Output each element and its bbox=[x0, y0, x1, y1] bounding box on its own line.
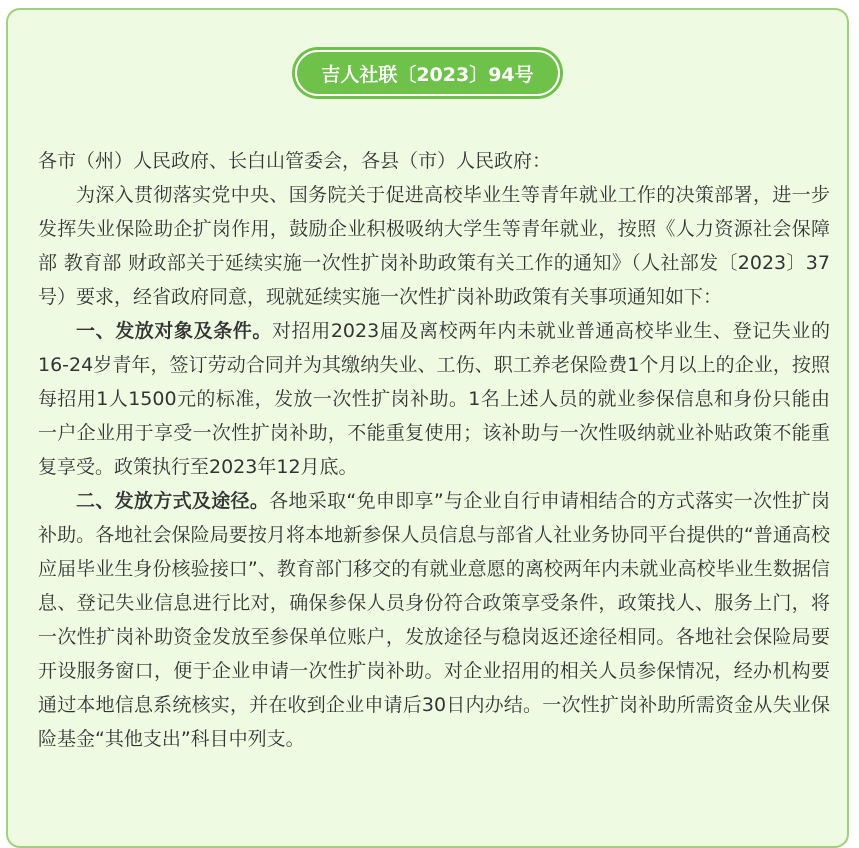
document-number-badge: 吉人社联〔2023〕94号 bbox=[295, 50, 559, 96]
section-2-heading: 二、发放方式及途径。 bbox=[76, 490, 270, 512]
section-1-heading: 一、发放对象及条件。 bbox=[76, 320, 273, 342]
document-body bbox=[38, 144, 830, 756]
document-number-wrap bbox=[8, 50, 847, 96]
intro-paragraph: 为深入贯彻落实党中央、国务院关于促进高校毕业生等青年就业工作的决策部署，进一步发挥失业保险助企扩岗作用，鼓励企业积极吸纳大学生等青年就业，按照《人力资源社会保障部 教育部 财政部关于延续实施一次性扩岗补助政策有关工作的通知》（人社部发〔2023〕37号）要求，经省政府同意，现就延续实施一次性扩岗补助政策有关事项通知如下： bbox=[38, 184, 830, 308]
section-1-text: 对招用2023届及离校两年内未就业普通高校毕业生、登记失业的16-24岁青年，签订劳动合同并为其缴纳失业、工伤、职工养老保险费1个月以上的企业，按照每招用1人1500元的标准，发放一次性扩岗补助。1名上述人员的就业参保信息和身份只能由一户企业用于享受一次性扩岗补助，不能重复使用；该补助与一次性吸纳就业补贴政策不能重复享受。政策执行至2023年12月底。 bbox=[38, 320, 830, 478]
salutation: 各市（州）人民政府、长白山管委会，各县（市）人民政府： bbox=[38, 150, 552, 172]
document-card bbox=[6, 8, 849, 848]
section-2-text: 各地采取“免申即享”与企业自行申请相结合的方式落实一次性扩岗补助。各地社会保险局要按月将本地新参保人员信息与部省人社业务协同平台提供的“普通高校应届毕业生身份核验接口”、教育部门移交的有就业意愿的离校两年内未就业高校毕业生数据信息、登记失业信息进行比对，确保参保人员身份符合政策享受条件，政策找人、服务上门，将一次性扩岗补助资金发放至参保单位账户，发放途径与稳岗返还途径相同。各地社会保险局要开设服务窗口，便于企业申请一次性扩岗补助。对企业招用的相关人员参保情况，经办机构要通过本地信息系统核实，并在收到企业申请后30日内办结。一次性扩岗补助所需资金从失业保险基金“其他支出”科目中列支。 bbox=[38, 490, 830, 750]
section-2-paragraph bbox=[38, 484, 830, 756]
section-1-paragraph bbox=[38, 314, 830, 484]
